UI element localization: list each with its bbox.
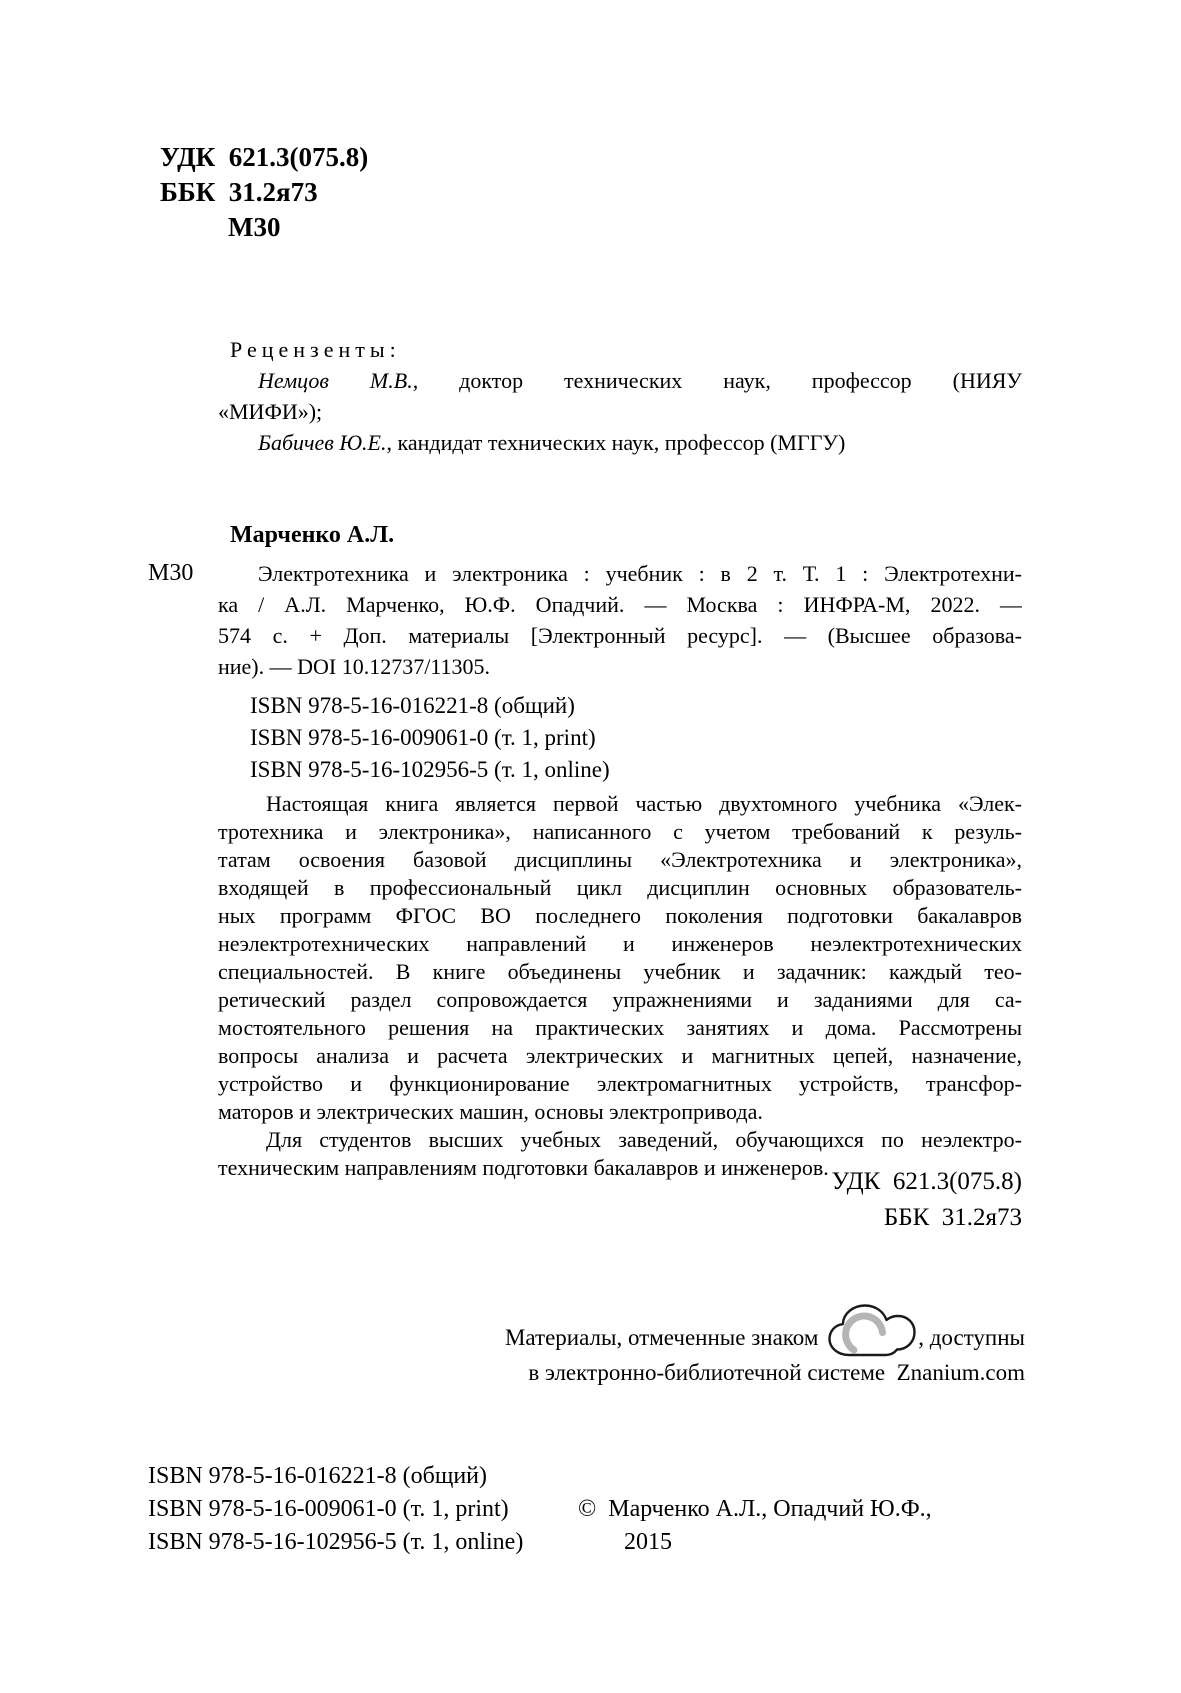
reviewer-title: , кандидат технических наук, профессор (МГГУ) [386,430,846,455]
reviewers-heading: Рецензенты: [230,337,401,362]
catalog-entry-label: М30 [148,560,194,586]
bbk-code-right: ББК 31.2я73 [883,1204,1022,1231]
annotation-line: ных программ ФГОС ВО последнего поколения подготовки бакалавров [218,903,1022,928]
catalog-entry-line: 574 с. + Доп. материалы [Электронный ресурс]. — (Высшее образова- [218,623,1022,648]
reviewers-section [218,334,1022,458]
reviewer-name: Бабичев Ю.Е. [258,430,387,455]
udk-code: УДК 621.3(075.8) [160,142,369,172]
znanium-cloud-icon [824,1335,918,1345]
reviewer-name: Немцов М.В. [258,368,413,393]
annotation-line: мостоятельного решения на практических занятиях и дома. Рассмотрены [218,1015,1022,1040]
copyright-notice [578,1493,932,1559]
isbn-line: ISBN 978-5-16-016221-8 (общий) [148,1463,488,1489]
udk-code-right: УДК 621.3(075.8) [831,1168,1022,1195]
bbk-code: ББК 31.2я73 [160,177,318,207]
annotation-line: Для студентов высших учебных заведений, обучающихся по неэлектро- [266,1127,1022,1152]
catalog-entry [218,558,1022,682]
catalog-codes-top [160,140,368,245]
copyright-year: 2015 [624,1529,672,1555]
annotation-section [218,790,1022,1182]
znanium-note-line [505,1320,1025,1355]
annotation-line: татам освоения базовой дисциплины «Электротехника и электроника», [218,847,1022,872]
isbn-block [250,690,610,786]
author-sign-code: М30 [228,212,281,242]
reviewer-line [218,427,1022,458]
catalog-entry-line: Электротехника и электроника : учебник : в 2 т. Т. 1 : Электротехни- [258,561,1022,586]
isbn-line: ISBN 978-5-16-016221-8 (общий) [250,693,575,718]
isbn-line: ISBN 978-5-16-102956-5 (т. 1, online) [148,1529,524,1555]
annotation-line: входящей в профессиональный цикл дисциплин основных образователь- [218,875,1022,900]
catalog-codes-right [831,1164,1022,1236]
annotation-line: ретический раздел сопровождается упражнениями и заданиями для са- [218,987,1022,1012]
znanium-note-text: , доступны [918,1325,1025,1350]
annotation-line: неэлектротехнических направлений и инженеров неэлектротехнических [218,931,1022,956]
znanium-note [505,1320,1025,1390]
catalog-entry-line: ка / А.Л. Марченко, Ю.Ф. Опадчий. — Москва : ИНФРА-М, 2022. — [218,592,1022,617]
annotation-line: специальностей. В книге объединены учебник и задачник: каждый тео- [218,959,1022,984]
annotation-line: техническим направлениям подготовки бакалавров и инженеров. [218,1155,829,1180]
reviewer-line [218,365,1022,396]
annotation-line: устройство и функционирование электромагнитных устройств, трансфор- [218,1071,1022,1096]
catalog-entry-line: ние). — DOI 10.12737/11305. [218,654,491,679]
annotation-line: Настоящая книга является первой частью двухтомного учебника «Элек- [266,791,1022,816]
annotation-line: тротехника и электроника», написанного с учетом требований к резуль- [218,819,1022,844]
annotation-line: маторов и электрических машин, основы электропривода. [218,1099,763,1124]
author-name-heading: Марченко А.Л. [230,522,395,548]
znanium-note-text: Материалы, отмеченные знаком [504,1325,825,1350]
copyright-line: © Марченко А.Л., Опадчий Ю.Ф., [578,1496,932,1522]
annotation-line: вопросы анализа и расчета электрических и магнитных цепей, назначение, [218,1043,1022,1068]
isbn-line: ISBN 978-5-16-102956-5 (т. 1, online) [250,757,610,782]
isbn-line: ISBN 978-5-16-009061-0 (т. 1, print) [148,1496,509,1522]
isbn-block-bottom [148,1460,523,1559]
isbn-line: ISBN 978-5-16-009061-0 (т. 1, print) [250,725,596,750]
reviewer-line-continuation: «МИФИ»); [218,399,323,424]
znanium-note-line: в электронно-библиотечной системе Znanium.com [528,1360,1025,1385]
reviewer-title: , доктор технических наук, профессор (НИЯУ [412,368,1022,393]
